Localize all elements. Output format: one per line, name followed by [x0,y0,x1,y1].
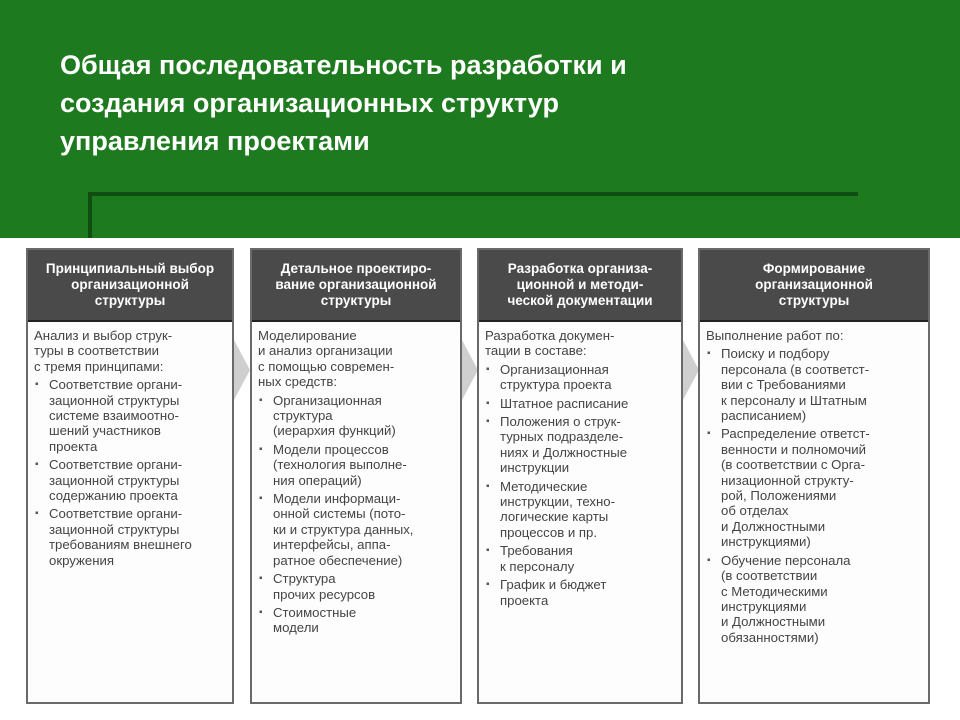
stage-header-line: ческой документации [507,293,653,308]
list-item-line: об отделах [721,503,789,519]
list-item-line: инструкциями) [721,534,811,550]
list-item [485,577,675,608]
list-item [258,491,454,568]
title-line: Общая последовательность разработки и [60,50,627,80]
list-item-line: венности и полномочий [721,441,866,457]
stage-body [700,322,928,645]
list-item-line: Модели процессов [273,441,389,457]
square-bullet-icon: ▪ [486,480,490,492]
title-line: управления проектами [60,126,370,156]
list-item [706,553,922,645]
list-item-line: онной системы (пото- [273,506,406,522]
list-item-line: окружения [49,552,114,568]
stage-intro-line: Анализ и выбор струк- [34,328,173,343]
list-item-line: интерфейсы, аппа- [273,537,391,553]
stage-header [700,250,928,322]
list-item-line: инструкции [500,460,570,476]
chevron-right-arrow-icon [462,340,478,400]
list-item-line: зационной структуры [49,521,180,537]
list-item-line: Методические [500,478,588,494]
list-item-line: обязанностями) [721,629,819,645]
stage-item-list [485,362,675,608]
list-item [706,426,922,549]
list-item-line: логические карты [500,509,609,525]
square-bullet-icon: ▪ [35,459,39,471]
list-item-line: требованиям внешнего [49,537,192,553]
chevron-right-arrow-icon [234,340,250,400]
square-bullet-icon: ▪ [259,493,263,505]
list-item-line: Модели информаци- [273,491,401,507]
stage-header-line: вание организационной [275,277,437,292]
list-item-line: персонала (в соответст- [721,361,870,377]
stage-item-list [258,393,454,636]
list-item-line: турных подразделе- [500,429,624,445]
square-bullet-icon: ▪ [259,606,263,618]
list-item-line: ратное обеспечение) [273,552,403,568]
list-item-line: Организационная [273,392,382,408]
title-line: создания организационных структур [60,88,559,118]
list-item-line: с Методическими [721,583,828,599]
list-item-line: расписанием) [721,408,807,424]
square-bullet-icon: ▪ [259,443,263,455]
list-item-line: зационной структуры [49,392,180,408]
list-item-line: Соответствие органи- [49,457,183,473]
list-item-line: рой, Положениями [721,488,837,504]
list-item [34,506,226,568]
list-item-line: (в соответствии [721,568,818,584]
stage-header [252,250,460,322]
stage-intro-line: Выполнение работ по: [706,328,844,343]
list-item-line: Соответствие органи- [49,506,183,522]
stage-header-line: организационной [755,277,873,292]
stage-header-line: структуры [778,293,850,308]
stage-intro-line: с тремя принципами: [34,358,164,374]
stage-header-line: Детальное проектиро- [280,261,432,276]
list-item [258,605,454,636]
stage-header-line: структуры [320,293,392,308]
square-bullet-icon: ▪ [707,348,711,360]
list-item-line: Стоимостные [273,604,357,620]
list-item-line: и Должностными [721,518,826,534]
stage-header-line: Формирование [762,261,866,276]
list-item-line: к персоналу [500,558,575,574]
title-banner [0,0,960,238]
stage-header-line: Принципиальный выбор [45,261,215,276]
list-item-line: График и бюджет [500,577,607,593]
stage-column-1 [26,248,234,704]
square-bullet-icon: ▪ [486,416,490,428]
list-item [706,346,922,423]
list-item-line: Распределение ответст- [721,426,870,442]
stage-header [479,250,681,322]
square-bullet-icon: ▪ [707,554,711,566]
list-item-line: шений участников [49,423,161,439]
list-item-line: низационной структу- [721,472,854,488]
list-item-line: ки и структура данных, [273,521,414,537]
list-item-line: (в соответствии с Орга- [721,457,865,473]
list-item-line: ния операций) [273,472,362,488]
list-item-line: Поиску и подбору [721,346,830,362]
stage-intro-line: ных средств: [258,374,337,390]
square-bullet-icon: ▪ [259,394,263,406]
list-item-line: содержанию проекта [49,488,178,504]
list-item [485,414,675,476]
stage-intro [485,328,675,359]
list-item [485,479,675,541]
stage-intro [706,328,922,343]
list-item-line: и Должностными [721,614,826,630]
stage-intro-line: Разработка докумен- [485,328,615,343]
square-bullet-icon: ▪ [707,428,711,440]
list-item-line: Штатное расписание [500,395,629,411]
list-item-line: Обучение персонала [721,552,851,568]
list-item [485,543,675,574]
page-title [60,46,920,160]
list-item-line: (технология выполне- [273,457,407,473]
chevron-right-arrow-icon [683,340,699,400]
square-bullet-icon: ▪ [486,397,490,409]
list-item-line: к персоналу и Штатным [721,392,867,408]
list-item [258,571,454,602]
stage-intro-line: Моделирование [258,328,357,343]
stage-body [252,322,460,636]
list-item-line: ниях и Должностные [500,444,628,460]
stage-intro [258,328,454,390]
list-item [258,393,454,439]
stage-intro-line: туры в соответствии [34,343,159,359]
stage-body [28,322,232,568]
square-bullet-icon: ▪ [486,545,490,557]
square-bullet-icon: ▪ [35,379,39,391]
list-item [485,362,675,393]
stage-intro-line: и анализ организации [258,343,393,359]
list-item-line: проекта [500,592,549,608]
list-item-line: Организационная [500,361,609,377]
list-item-line: зационной структуры [49,472,180,488]
list-item-line: процессов и пр. [500,524,598,540]
stage-item-list [706,346,922,645]
list-item-line: Положения о струк- [500,414,621,430]
stage-intro-line: с помощью современ- [258,358,395,374]
square-bullet-icon: ▪ [259,573,263,585]
list-item-line: системе взаимоотно- [49,408,179,424]
stage-header-line: ционной и методи- [516,277,644,292]
stage-header-line: Разработка организа- [507,261,653,276]
stage-body [479,322,681,608]
banner-divider [88,192,858,196]
stage-header [28,250,232,322]
list-item [34,377,226,454]
list-item-line: инструкциями [721,598,807,614]
list-item-line: прочих ресурсов [273,586,376,602]
stage-column-2 [250,248,462,704]
square-bullet-icon: ▪ [486,363,490,375]
list-item [485,396,675,411]
list-item-line: Требования [500,543,573,559]
stage-header-line: организационной [71,277,189,292]
list-item-line: Соответствие органи- [49,377,183,393]
list-item-line: Структура [273,571,336,587]
square-bullet-icon: ▪ [486,579,490,591]
list-item-line: вии с Требованиями [721,377,846,393]
stage-column-4 [698,248,930,704]
list-item [34,457,226,503]
list-item-line: модели [273,620,319,636]
stage-intro [34,328,226,374]
list-item-line: (иерархия функций) [273,423,396,439]
stage-column-3 [477,248,683,704]
list-item-line: проекта [49,438,98,454]
list-item-line: инструкции, техно- [500,494,615,510]
banner-divider-tick [88,192,92,238]
stage-item-list [34,377,226,568]
stage-header-line: структуры [94,293,166,308]
list-item [258,442,454,488]
list-item-line: структура [273,408,333,424]
list-item-line: структура проекта [500,377,612,393]
stage-intro-line: тации в составе: [485,343,587,359]
square-bullet-icon: ▪ [35,508,39,520]
